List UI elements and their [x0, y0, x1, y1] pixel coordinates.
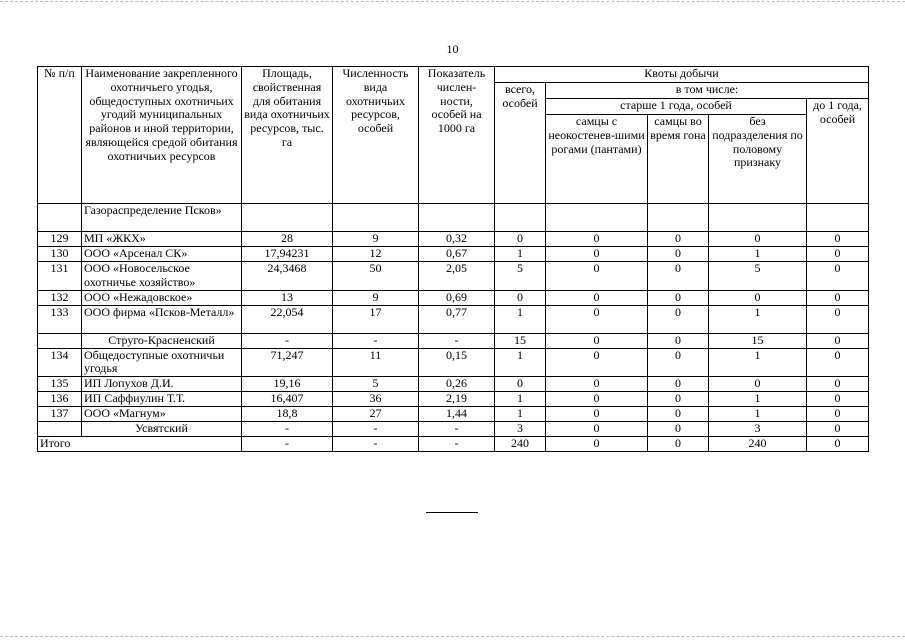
cell-count: 50 — [333, 262, 419, 291]
header-young: до 1 года, особей — [807, 99, 869, 204]
cell-name: Усвятский — [82, 422, 242, 437]
cell-rut: 0 — [648, 437, 709, 452]
table-row — [38, 377, 869, 392]
cell-nosex: 15 — [709, 333, 807, 348]
table-body — [38, 204, 869, 452]
cell-area: 18,8 — [242, 407, 333, 422]
cell-count: - — [333, 333, 419, 348]
cell-name: Струго-Красненский — [82, 333, 242, 348]
cell-num: 137 — [38, 407, 82, 422]
cell-rut: 0 — [648, 232, 709, 247]
cell-density: 0,32 — [419, 232, 495, 247]
cell-velvet: 0 — [546, 232, 648, 247]
cell-area: 16,407 — [242, 392, 333, 407]
cell-velvet: 0 — [546, 377, 648, 392]
header-total: всего, особей — [495, 83, 546, 204]
cell-rut: 0 — [648, 305, 709, 333]
table-row — [38, 305, 869, 333]
cell-velvet: 0 — [546, 348, 648, 377]
cell-name: ООО фирма «Псков-Металл» — [82, 305, 242, 333]
cell-num: 131 — [38, 262, 82, 291]
cell-count: 17 — [333, 305, 419, 333]
table-row — [38, 392, 869, 407]
cell-nosex: 5 — [709, 262, 807, 291]
cell-density: 0,15 — [419, 348, 495, 377]
cell-rut: 0 — [648, 262, 709, 291]
cell-nosex: 0 — [709, 232, 807, 247]
header-quota: Квоты добычи — [495, 67, 869, 83]
table-row — [38, 232, 869, 247]
cell-velvet: 0 — [546, 422, 648, 437]
cell-count: 5 — [333, 377, 419, 392]
cell-rut: 0 — [648, 377, 709, 392]
page-number: 10 — [446, 42, 459, 56]
cell-num: 136 — [38, 392, 82, 407]
cell-total: 0 — [495, 290, 546, 305]
cell-count: 12 — [333, 247, 419, 262]
cell-velvet: 0 — [546, 305, 648, 333]
cell-rut: 0 — [648, 392, 709, 407]
table-row — [38, 247, 869, 262]
header-older: старше 1 года, особей — [546, 99, 807, 115]
cell-density: - — [419, 333, 495, 348]
cell-total: 5 — [495, 262, 546, 291]
cell-velvet: 0 — [546, 392, 648, 407]
cell-count: 9 — [333, 290, 419, 305]
cell-young: 0 — [807, 407, 869, 422]
cell-young: 0 — [807, 422, 869, 437]
cell-area — [242, 204, 333, 232]
cell-area: 24,3468 — [242, 262, 333, 291]
cell-rut: 0 — [648, 290, 709, 305]
cell-name: ООО «Арсенал СК» — [82, 247, 242, 262]
cell-num — [38, 204, 82, 232]
cell-area: - — [242, 422, 333, 437]
scan-edge-top — [0, 1, 905, 2]
cell-total: 1 — [495, 392, 546, 407]
cell-velvet: 0 — [546, 290, 648, 305]
cell-total: 0 — [495, 232, 546, 247]
header-area: Площадь, свойственная для обитания вида охотничьих ресурсов, тыс. га — [242, 67, 333, 204]
cell-total: 1 — [495, 305, 546, 333]
cell-total: 1 — [495, 247, 546, 262]
cell-nosex — [709, 204, 807, 232]
cell-young: 0 — [807, 305, 869, 333]
cell-young — [807, 204, 869, 232]
end-rule — [426, 512, 478, 513]
cell-nosex: 1 — [709, 247, 807, 262]
cell-young: 0 — [807, 437, 869, 452]
cell-young: 0 — [807, 348, 869, 377]
total-label: Итого — [38, 437, 242, 452]
cell-count: 9 — [333, 232, 419, 247]
cell-density: - — [419, 437, 495, 452]
cell-density: 0,26 — [419, 377, 495, 392]
cell-young: 0 — [807, 333, 869, 348]
cell-density: 2,19 — [419, 392, 495, 407]
header-name: Наименование закрепленного охотничьего угодья, общедоступных охотничьих угодий муниципальных районов и иной территории, являющейся средой обитания охотничьих ресурсов — [82, 67, 242, 204]
cell-velvet — [546, 204, 648, 232]
cell-velvet: 0 — [546, 262, 648, 291]
table-header — [38, 67, 869, 204]
cell-nosex: 240 — [709, 437, 807, 452]
cell-count: 36 — [333, 392, 419, 407]
cell-density — [419, 204, 495, 232]
cell-name: Газораспределение Псков» — [82, 204, 242, 232]
cell-name: МП «ЖКХ» — [82, 232, 242, 247]
cell-rut: 0 — [648, 348, 709, 377]
table-row — [38, 262, 869, 291]
table-row — [38, 290, 869, 305]
total-row — [38, 437, 869, 452]
cell-area: 71,247 — [242, 348, 333, 377]
cell-num: 130 — [38, 247, 82, 262]
cell-rut — [648, 204, 709, 232]
cell-num: 135 — [38, 377, 82, 392]
cell-area: 28 — [242, 232, 333, 247]
cell-area: 17,94231 — [242, 247, 333, 262]
cell-density: - — [419, 422, 495, 437]
cell-young: 0 — [807, 232, 869, 247]
table-row — [38, 348, 869, 377]
cell-velvet: 0 — [546, 247, 648, 262]
cell-velvet: 0 — [546, 333, 648, 348]
cell-nosex: 1 — [709, 348, 807, 377]
cell-area: - — [242, 437, 333, 452]
cell-area: 13 — [242, 290, 333, 305]
cell-total: 1 — [495, 348, 546, 377]
header-rut: самцы во время гона — [648, 115, 709, 204]
cell-name: ООО «Новосельское охотничье хозяйство» — [82, 262, 242, 291]
cell-nosex: 0 — [709, 377, 807, 392]
header-nosex: без подразделения по половому признаку — [709, 115, 807, 204]
cell-num: 133 — [38, 305, 82, 333]
header-count: Численность вида охотничьих ресурсов, особей — [333, 67, 419, 204]
cell-nosex: 3 — [709, 422, 807, 437]
cell-rut: 0 — [648, 247, 709, 262]
cell-total: 3 — [495, 422, 546, 437]
cell-nosex: 0 — [709, 290, 807, 305]
quota-table — [37, 66, 869, 452]
cell-name: ООО «Нежадовское» — [82, 290, 242, 305]
cell-area: 22,054 — [242, 305, 333, 333]
header-including: в том числе: — [546, 83, 869, 99]
header-velvet: самцы с неокостенев-шими рогами (пантами) — [546, 115, 648, 204]
cell-total: 1 — [495, 407, 546, 422]
cell-count: - — [333, 437, 419, 452]
district-row — [38, 333, 869, 348]
cell-area: 19,16 — [242, 377, 333, 392]
cell-young: 0 — [807, 247, 869, 262]
district-row — [38, 422, 869, 437]
cell-nosex: 1 — [709, 392, 807, 407]
cell-density: 0,67 — [419, 247, 495, 262]
cell-velvet: 0 — [546, 407, 648, 422]
cell-num — [38, 422, 82, 437]
cell-rut: 0 — [648, 422, 709, 437]
cell-nosex: 1 — [709, 305, 807, 333]
cell-young: 0 — [807, 392, 869, 407]
cell-num — [38, 333, 82, 348]
cell-young: 0 — [807, 262, 869, 291]
cell-name: ООО «Магнум» — [82, 407, 242, 422]
cell-total: 0 — [495, 377, 546, 392]
cell-density: 2,05 — [419, 262, 495, 291]
cell-young: 0 — [807, 290, 869, 305]
cell-total: 15 — [495, 333, 546, 348]
cell-num: 134 — [38, 348, 82, 377]
cell-young: 0 — [807, 377, 869, 392]
group-row — [38, 204, 869, 232]
cell-count: 11 — [333, 348, 419, 377]
cell-area: - — [242, 333, 333, 348]
cell-rut: 0 — [648, 333, 709, 348]
cell-rut: 0 — [648, 407, 709, 422]
cell-num: 132 — [38, 290, 82, 305]
cell-density: 1,44 — [419, 407, 495, 422]
table-row — [38, 407, 869, 422]
cell-count — [333, 204, 419, 232]
cell-name: ИП Лопухов Д.И. — [82, 377, 242, 392]
cell-density: 0,77 — [419, 305, 495, 333]
cell-name: ИП Саффиулин Т.Т. — [82, 392, 242, 407]
cell-total: 240 — [495, 437, 546, 452]
cell-density: 0,69 — [419, 290, 495, 305]
cell-count: 27 — [333, 407, 419, 422]
cell-num: 129 — [38, 232, 82, 247]
header-num: № п/п — [38, 67, 82, 204]
cell-velvet: 0 — [546, 437, 648, 452]
header-density: Показатель числен-ности, особей на 1000 га — [419, 67, 495, 204]
scan-edge-bottom — [0, 636, 905, 637]
cell-total — [495, 204, 546, 232]
cell-name: Общедоступные охотничьи угодья — [82, 348, 242, 377]
cell-count: - — [333, 422, 419, 437]
cell-nosex: 1 — [709, 407, 807, 422]
